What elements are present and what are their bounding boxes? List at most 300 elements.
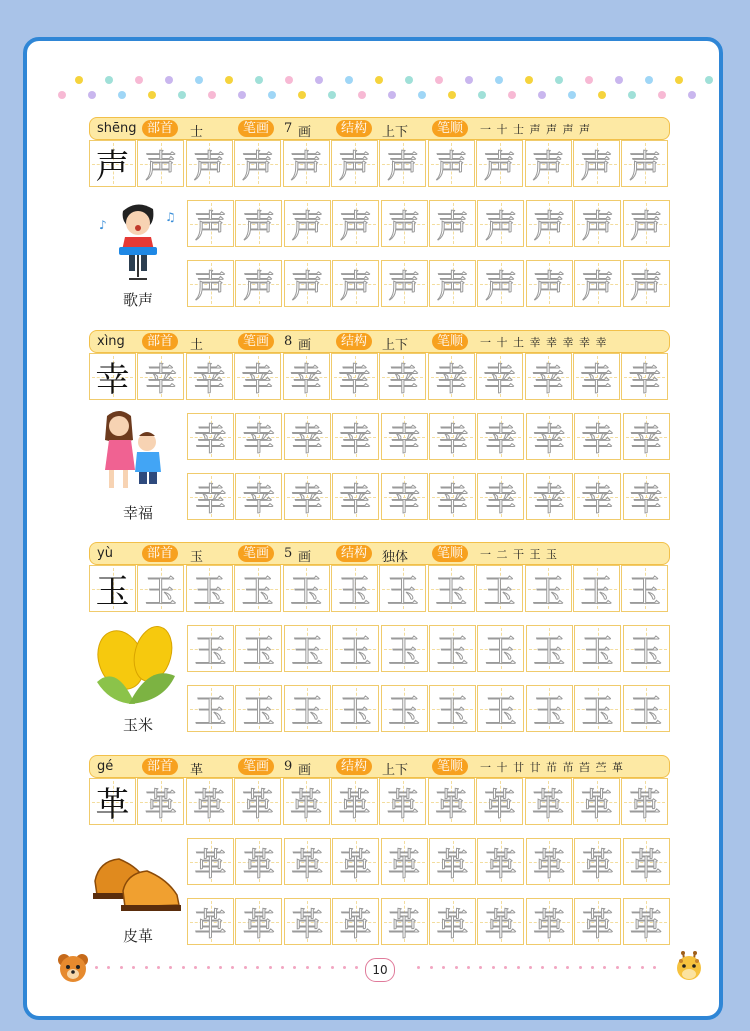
tracing-cell[interactable] [284, 413, 331, 460]
tracing-cell[interactable] [187, 200, 234, 247]
trace-character: 革 [144, 784, 177, 823]
trace-character: 幸 [194, 419, 227, 458]
tracing-cell[interactable] [284, 838, 331, 885]
tracing-cell[interactable] [187, 685, 234, 732]
tracing-cell[interactable] [332, 200, 379, 247]
tracing-cell[interactable] [574, 625, 621, 672]
example-word: 幸福 [122, 504, 153, 522]
structure-label: 结构 [336, 333, 372, 350]
tracing-cell[interactable] [574, 260, 621, 307]
tracing-cell[interactable] [332, 473, 379, 520]
footer-dot [331, 966, 334, 969]
tracing-cell[interactable] [283, 565, 330, 612]
trace-character: 玉 [628, 571, 661, 610]
tracing-cell[interactable] [283, 140, 330, 187]
decorative-dot [585, 76, 593, 84]
tracing-cell[interactable] [429, 473, 476, 520]
tracing-cell[interactable] [379, 140, 426, 187]
footer-dot [244, 966, 247, 969]
trace-character: 幸 [436, 419, 469, 458]
tracing-cell[interactable] [525, 778, 572, 825]
tracing-cell[interactable] [234, 140, 281, 187]
stroke-order-label: 笔顺 [432, 545, 468, 562]
footer-dot [145, 966, 148, 969]
tracing-cell[interactable] [137, 140, 184, 187]
tracing-cell[interactable] [477, 200, 524, 247]
trace-character: 幸 [144, 359, 177, 398]
footer-dot [653, 966, 656, 969]
tracing-cell[interactable] [379, 565, 426, 612]
trace-character: 玉 [630, 631, 663, 670]
tracing-cell[interactable] [428, 565, 475, 612]
footer-dot [306, 966, 309, 969]
trace-character: 革 [533, 904, 566, 943]
tracing-cell[interactable] [429, 625, 476, 672]
tracing-cell[interactable] [526, 260, 573, 307]
footer-dot [554, 966, 557, 969]
corn-icon [89, 624, 187, 708]
footer-dot [169, 966, 172, 969]
tracing-cell[interactable] [573, 565, 620, 612]
trace-character: 幸 [291, 479, 324, 518]
tracing-cell[interactable] [186, 565, 233, 612]
tracing-cell[interactable] [621, 353, 668, 400]
trace-character: 幸 [580, 359, 613, 398]
trace-character: 玉 [338, 571, 371, 610]
trace-character: 幸 [386, 359, 419, 398]
radical-label: 部首 [142, 545, 178, 562]
tracing-cell[interactable] [332, 685, 379, 732]
tracing-cell[interactable] [235, 200, 282, 247]
tracing-cell[interactable] [186, 353, 233, 400]
trace-character: 玉 [388, 631, 421, 670]
decorative-dot [555, 76, 563, 84]
decorative-dot [448, 91, 456, 99]
tracing-cell[interactable] [379, 353, 426, 400]
tracing-cell[interactable] [381, 260, 428, 307]
trace-character: 革 [338, 784, 371, 823]
radical-label: 部首 [142, 120, 178, 137]
decorative-dot [508, 91, 516, 99]
tracing-cell[interactable] [331, 565, 378, 612]
tracing-cell[interactable] [187, 625, 234, 672]
tracing-cell[interactable] [332, 625, 379, 672]
trace-character: 玉 [242, 691, 275, 730]
trace-character: 声 [144, 146, 177, 185]
pinyin: yù [97, 546, 113, 561]
trace-character: 声 [339, 266, 372, 305]
tracing-cell[interactable] [235, 413, 282, 460]
decorative-dot [645, 76, 653, 84]
tracing-cell[interactable] [477, 260, 524, 307]
tracing-cell[interactable] [623, 200, 670, 247]
radical-value: 革 [190, 763, 204, 778]
radical-value: 土 [190, 338, 204, 353]
trace-character: 声 [339, 206, 372, 245]
tracing-cell[interactable] [429, 200, 476, 247]
trace-character: 革 [581, 844, 614, 883]
trace-character: 声 [194, 206, 227, 245]
tracing-cell[interactable] [187, 260, 234, 307]
footer-dot [343, 966, 346, 969]
decorative-dot [148, 91, 156, 99]
tracing-cell[interactable] [476, 565, 523, 612]
footer-dot [504, 966, 507, 969]
trace-character: 玉 [533, 691, 566, 730]
tracing-cell[interactable] [381, 685, 428, 732]
trace-character: 幸 [484, 419, 517, 458]
decorative-dot [675, 76, 683, 84]
trace-character: 玉 [386, 571, 419, 610]
decorative-dot [298, 91, 306, 99]
tracing-cell[interactable] [477, 413, 524, 460]
tracing-cell[interactable] [623, 473, 670, 520]
stroke-count: 5 [284, 546, 293, 561]
trace-character: 革 [630, 904, 663, 943]
trace-character: 玉 [291, 691, 324, 730]
tracing-cell[interactable] [187, 898, 234, 945]
tracing-cell[interactable] [573, 140, 620, 187]
trace-character: 玉 [484, 691, 517, 730]
tracing-cell[interactable] [381, 200, 428, 247]
footer-dot [219, 966, 222, 969]
trace-character: 玉 [339, 631, 372, 670]
trace-character: 革 [436, 844, 469, 883]
tracing-cell[interactable] [574, 685, 621, 732]
trace-character: 幸 [533, 479, 566, 518]
footer-dot [182, 966, 185, 969]
model-character: 幸 [95, 360, 130, 400]
trace-row [187, 685, 670, 733]
tracing-cell[interactable] [477, 898, 524, 945]
trace-row [187, 898, 670, 946]
trace-character: 革 [241, 784, 274, 823]
model-character: 玉 [95, 572, 130, 612]
trace-character: 声 [242, 206, 275, 245]
stroke-order: 一 二 干 王 玉 [480, 548, 558, 561]
tracing-cell[interactable] [477, 838, 524, 885]
tracing-cell[interactable] [429, 260, 476, 307]
trace-character: 声 [291, 206, 324, 245]
trace-character: 声 [242, 266, 275, 305]
trace-character: 幸 [194, 479, 227, 518]
tracing-cell[interactable] [284, 200, 331, 247]
tracing-cell[interactable] [574, 473, 621, 520]
trace-character: 声 [193, 146, 226, 185]
footer-dot [430, 966, 433, 969]
footer-dot [628, 966, 631, 969]
footer-dot [281, 966, 284, 969]
stroke-order: 一 十 士 声 声 声 声 [480, 123, 591, 136]
footer-dot [529, 966, 532, 969]
model-character-cell[interactable] [89, 353, 136, 400]
tracing-cell[interactable] [234, 778, 281, 825]
tracing-cell[interactable] [234, 353, 281, 400]
trace-character: 幸 [242, 479, 275, 518]
trace-character: 革 [483, 784, 516, 823]
tracing-cell[interactable] [623, 260, 670, 307]
footer-dot [256, 966, 259, 969]
footer-dot [579, 966, 582, 969]
trace-character: 幸 [388, 479, 421, 518]
tracing-cell[interactable] [621, 778, 668, 825]
tracing-cell[interactable] [331, 140, 378, 187]
singing-boy-icon [89, 197, 187, 282]
tracing-cell[interactable] [476, 140, 523, 187]
tracing-cell[interactable] [235, 260, 282, 307]
footer-dot [479, 966, 482, 969]
trace-character: 声 [241, 146, 274, 185]
tracing-cell[interactable] [428, 140, 475, 187]
footer-dot [467, 966, 470, 969]
footer-dot [591, 966, 594, 969]
tracing-cell[interactable] [574, 413, 621, 460]
trace-character: 革 [291, 844, 324, 883]
footer-dot [603, 966, 606, 969]
tracing-cell[interactable] [428, 778, 475, 825]
tracing-cell[interactable] [623, 898, 670, 945]
tracing-cell[interactable] [235, 898, 282, 945]
trace-character: 幸 [484, 479, 517, 518]
footer-dot [492, 966, 495, 969]
trace-character: 幸 [483, 359, 516, 398]
trace-character: 革 [388, 904, 421, 943]
footer-dot [318, 966, 321, 969]
decorative-dot [208, 91, 216, 99]
tracing-cell[interactable] [477, 685, 524, 732]
decorative-dot [358, 91, 366, 99]
tracing-cell[interactable] [235, 473, 282, 520]
tracing-cell[interactable] [476, 778, 523, 825]
trace-character: 革 [291, 904, 324, 943]
trace-character: 革 [436, 904, 469, 943]
tracing-cell[interactable] [187, 413, 234, 460]
stroke-unit: 画 [298, 338, 312, 353]
tracing-cell[interactable] [331, 778, 378, 825]
tracing-cell[interactable] [623, 413, 670, 460]
svg-text:♫: ♫ [165, 210, 176, 224]
trace-character: 声 [581, 206, 614, 245]
tracing-cell[interactable] [526, 898, 573, 945]
tracing-cell[interactable] [526, 413, 573, 460]
tracing-cell[interactable] [429, 413, 476, 460]
tracing-cell[interactable] [573, 353, 620, 400]
tracing-cell[interactable] [187, 838, 234, 885]
tracing-cell[interactable] [284, 473, 331, 520]
tracing-cell[interactable] [284, 685, 331, 732]
footer-dot [616, 966, 619, 969]
footer-dot [641, 966, 644, 969]
tracing-cell[interactable] [476, 353, 523, 400]
trace-character: 声 [435, 146, 468, 185]
tracing-cell[interactable] [429, 898, 476, 945]
tracing-cell[interactable] [235, 625, 282, 672]
structure-label: 结构 [336, 545, 372, 562]
tracing-cell[interactable] [186, 140, 233, 187]
tracing-cell[interactable] [428, 353, 475, 400]
trace-character: 声 [533, 266, 566, 305]
tracing-cell[interactable] [332, 413, 379, 460]
tracing-cell[interactable] [526, 838, 573, 885]
trace-character: 幸 [193, 359, 226, 398]
tracing-cell[interactable] [573, 778, 620, 825]
tracing-cell[interactable] [623, 838, 670, 885]
tracing-cell[interactable] [574, 898, 621, 945]
footer-dot [566, 966, 569, 969]
stroke-order-label: 笔顺 [432, 120, 468, 137]
tracing-cell[interactable] [525, 565, 572, 612]
strokes-label: 笔画 [238, 758, 274, 775]
decorative-dot [538, 91, 546, 99]
tracing-cell[interactable] [623, 685, 670, 732]
stroke-unit: 画 [298, 763, 312, 778]
char-info-header [89, 117, 670, 140]
trace-character: 革 [532, 784, 565, 823]
tracing-cell[interactable] [137, 565, 184, 612]
trace-character: 玉 [193, 571, 226, 610]
tracing-cell[interactable] [623, 625, 670, 672]
model-character-cell[interactable] [89, 565, 136, 612]
pinyin: shēng [97, 121, 137, 136]
tracing-cell[interactable] [137, 778, 184, 825]
tracing-cell[interactable] [477, 473, 524, 520]
trace-row [187, 260, 670, 308]
trace-character: 革 [580, 784, 613, 823]
model-character-cell[interactable] [89, 778, 136, 825]
decorative-dot [465, 76, 473, 84]
trace-character: 玉 [194, 691, 227, 730]
trace-character: 幸 [436, 479, 469, 518]
structure-label: 结构 [336, 120, 372, 137]
trace-character: 革 [194, 844, 227, 883]
footer-dot [132, 966, 135, 969]
tracing-cell[interactable] [477, 625, 524, 672]
decorative-dot [178, 91, 186, 99]
model-character: 声 [95, 147, 130, 187]
tracing-cell[interactable] [284, 260, 331, 307]
trace-character: 玉 [290, 571, 323, 610]
trace-character: 革 [386, 784, 419, 823]
tracing-cell[interactable] [332, 838, 379, 885]
radical-label: 部首 [142, 333, 178, 350]
trace-row [187, 838, 670, 886]
radical-label: 部首 [142, 758, 178, 775]
radical-value: 士 [190, 125, 204, 140]
tracing-cell[interactable] [235, 838, 282, 885]
tracing-cell[interactable] [284, 625, 331, 672]
giraffe-face-icon [672, 950, 706, 984]
strokes-label: 笔画 [238, 333, 274, 350]
trace-character: 玉 [242, 631, 275, 670]
tracing-cell[interactable] [526, 473, 573, 520]
tracing-cell[interactable] [332, 260, 379, 307]
trace-character: 革 [533, 844, 566, 883]
strokes-label: 笔画 [238, 120, 274, 137]
footer-dot [194, 966, 197, 969]
trace-character: 声 [436, 206, 469, 245]
char-info-header [89, 542, 670, 565]
tracing-cell[interactable] [379, 778, 426, 825]
tracing-cell[interactable] [429, 685, 476, 732]
footer-dot [355, 966, 358, 969]
tracing-cell[interactable] [331, 353, 378, 400]
trace-character: 玉 [630, 691, 663, 730]
tracing-cell[interactable] [234, 565, 281, 612]
tracing-cell[interactable] [137, 353, 184, 400]
footer-dot [417, 966, 420, 969]
trace-character: 玉 [339, 691, 372, 730]
trace-character: 声 [630, 266, 663, 305]
stroke-order-label: 笔顺 [432, 333, 468, 350]
tracing-cell[interactable] [283, 778, 330, 825]
tracing-cell[interactable] [525, 140, 572, 187]
footer-dot [442, 966, 445, 969]
decorative-dot [628, 91, 636, 99]
tracing-cell[interactable] [187, 473, 234, 520]
tracing-cell[interactable] [283, 353, 330, 400]
tracing-cell[interactable] [381, 838, 428, 885]
tracing-cell[interactable] [526, 200, 573, 247]
trace-character: 玉 [436, 691, 469, 730]
tracing-cell[interactable] [574, 838, 621, 885]
tracing-cell[interactable] [284, 898, 331, 945]
trace-character: 幸 [581, 419, 614, 458]
tracing-cell[interactable] [574, 200, 621, 247]
tracing-cell[interactable] [186, 778, 233, 825]
structure-value: 独体 [382, 550, 409, 565]
decorative-dot [568, 91, 576, 99]
trace-character: 革 [339, 844, 372, 883]
trace-character: 革 [339, 904, 372, 943]
trace-character: 幸 [630, 479, 663, 518]
tracing-cell[interactable] [235, 685, 282, 732]
decorative-dot [268, 91, 276, 99]
strokes-label: 笔画 [238, 545, 274, 562]
trace-row [187, 473, 670, 521]
model-row [89, 565, 670, 613]
trace-character: 声 [628, 146, 661, 185]
trace-character: 革 [484, 844, 517, 883]
tracing-cell[interactable] [381, 625, 428, 672]
page-number: 10 [365, 958, 395, 982]
model-character-cell[interactable] [89, 140, 136, 187]
structure-label: 结构 [336, 758, 372, 775]
tracing-cell[interactable] [429, 838, 476, 885]
tracing-cell[interactable] [332, 898, 379, 945]
trace-character: 革 [242, 904, 275, 943]
tracing-cell[interactable] [621, 565, 668, 612]
tracing-cell[interactable] [381, 898, 428, 945]
decorative-dot [75, 76, 83, 84]
radical-value: 玉 [190, 550, 204, 565]
pinyin: gé [97, 759, 114, 774]
tracing-cell[interactable] [526, 685, 573, 732]
tracing-cell[interactable] [381, 473, 428, 520]
trace-character: 革 [435, 784, 468, 823]
tracing-cell[interactable] [621, 140, 668, 187]
footer-dot [120, 966, 123, 969]
trace-character: 幸 [242, 419, 275, 458]
leather-shoes-icon [89, 837, 187, 917]
tracing-cell[interactable] [381, 413, 428, 460]
tracing-cell[interactable] [525, 353, 572, 400]
decorative-dot [315, 76, 323, 84]
trace-character: 革 [242, 844, 275, 883]
trace-character: 声 [194, 266, 227, 305]
stroke-order-label: 笔顺 [432, 758, 468, 775]
tracing-cell[interactable] [526, 625, 573, 672]
decorative-dot [705, 76, 713, 84]
